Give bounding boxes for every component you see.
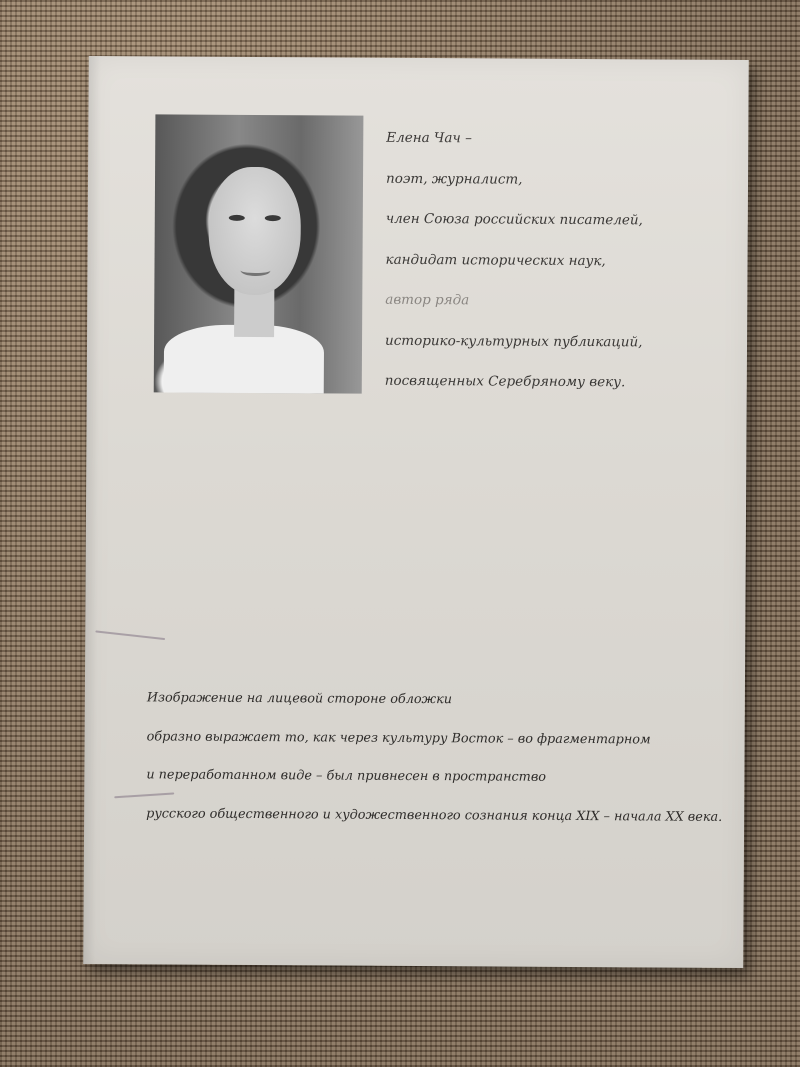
desc-line: и переработанном виде – был привнесен в пространство — [146, 767, 547, 785]
bio-line-degree: кандидат исторических наук, — [385, 251, 606, 269]
author-photo-smile — [240, 265, 270, 276]
bio-line-silver-age: посвященных Серебряному веку. — [384, 372, 626, 391]
author-photo — [154, 114, 364, 393]
bio-line-union: член Союза российских писателей, — [385, 210, 643, 229]
author-photo-left-eye — [229, 215, 245, 221]
scuff-mark — [95, 630, 165, 640]
bio-line-author: автор ряда — [385, 291, 470, 309]
bio-line-profession: поэт, журналист, — [385, 170, 523, 188]
cover-edge-shadow — [83, 56, 101, 964]
bio-line-publications: историко-культурных публикаций, — [384, 332, 643, 350]
bio-line-name: Елена Чач – — [386, 129, 472, 147]
cover-description — [146, 688, 737, 846]
desc-line: образно выражает то, как через культуру Восток – во фрагментарном — [146, 728, 651, 747]
desc-line: Изображение на лицевой стороне обложки — [146, 690, 453, 708]
desc-line: русского общественного и художественного сознания конца XIX – начала XX века. — [146, 805, 723, 825]
author-photo-right-eye — [265, 215, 281, 221]
book-back-cover — [83, 56, 749, 968]
author-bio — [385, 128, 727, 414]
